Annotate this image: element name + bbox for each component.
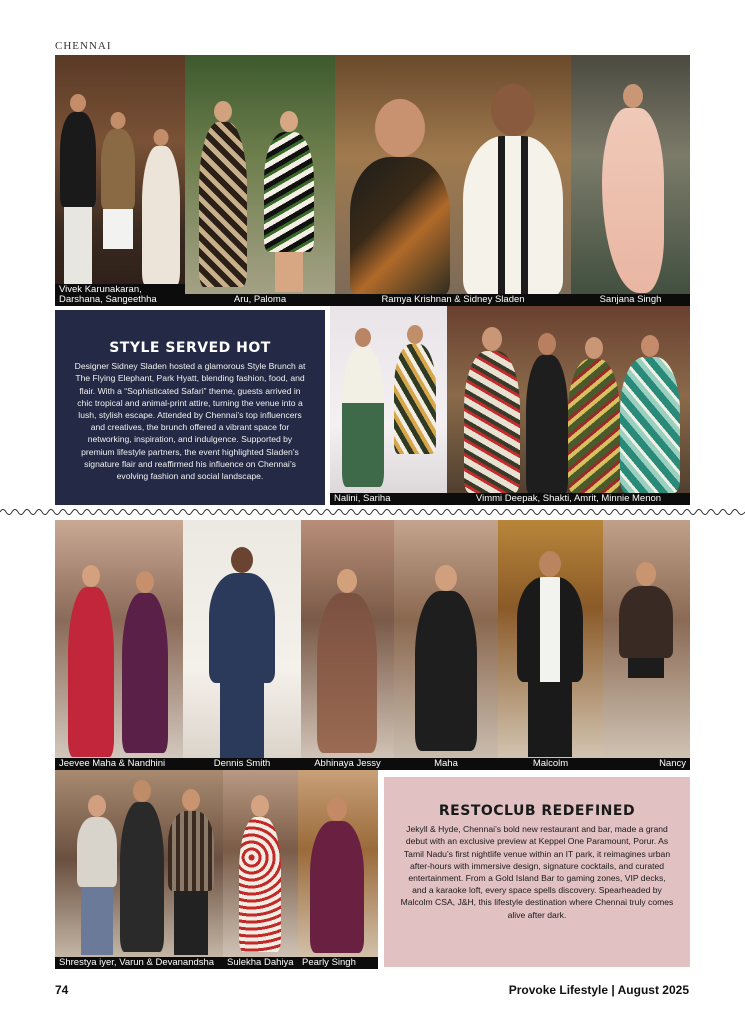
- photo-nancy: [603, 520, 690, 770]
- restoclub-article: [384, 777, 690, 967]
- caption-vivek-darshana-sangeethha: Vivek Karunakaran, Darshana, Sangeethha: [55, 284, 185, 306]
- photo-sulekha-dahiya: [223, 770, 298, 969]
- photo-ramya-sidney: [335, 55, 571, 306]
- photo-abhinaya-jessy: [301, 520, 394, 770]
- caption-dennis-smith: Dennis Smith: [183, 758, 301, 770]
- caption-abhinaya-jessy: Abhinaya Jessy: [301, 758, 394, 770]
- page-number: 74: [55, 983, 69, 997]
- wavy-divider: [0, 506, 745, 518]
- restoclub-body: Jekyll & Hyde, Chennai’s bold new restaurant and bar, made a grand debut with an exclusive preview at Keppel One Paramount, Porur. As Tamil Nadu’s first nightlife venue within an IT park, it reimagines urban after-hours with immersive design, signature cocktails, and curated entertainment. From a Gold Island Bar to gaming zones, VIP decks, and a karaoke loft, every space spells discovery. Spearheaded by Malcolm CSA, J&H, this lifestyle destination where Chennai truly comes alive after dark.: [400, 824, 674, 920]
- style-brunch-title: STYLE SERVED HOT: [109, 340, 271, 356]
- caption-vimmi-shakti-amrit-minnie: Vimmi Deepak, Shakti, Amrit, Minnie Menon: [447, 493, 690, 505]
- photo-jeevee-nandhini: [55, 520, 183, 770]
- restoclub-title: RESTOCLUB REDEFINED: [438, 803, 636, 819]
- photo-dennis-smith: [183, 520, 301, 770]
- photo-malcolm: [498, 520, 603, 770]
- photo-vimmi-shakti-amrit-minnie: [447, 306, 690, 505]
- caption-nalini-sariha: Nalini, Sariha: [330, 493, 447, 505]
- photo-aru-paloma: [185, 55, 335, 306]
- section-tag: CHENNAI: [55, 40, 112, 52]
- publication-line: Provoke Lifestyle | August 2025: [508, 983, 689, 997]
- caption-sanjana-singh: Sanjana Singh: [571, 294, 690, 306]
- caption-maha: Maha: [394, 758, 498, 770]
- style-brunch-article: [55, 310, 325, 505]
- caption-aru-paloma: Aru, Paloma: [185, 294, 335, 306]
- caption-nancy: Nancy: [603, 758, 690, 770]
- photo-pearly-singh: [298, 770, 378, 969]
- photo-nalini-sariha: [330, 306, 447, 505]
- caption-sulekha-dahiya: Sulekha Dahiya: [223, 957, 298, 969]
- caption-pearly-singh: Pearly Singh: [298, 957, 378, 969]
- photo-vivek-darshana-sangeethha: [55, 55, 185, 306]
- caption-jeevee-nandhini: Jeevee Maha & Nandhini: [55, 758, 183, 770]
- photo-sanjana-singh: [571, 55, 690, 306]
- caption-shrestya-varun-devanandsha: Shrestya iyer, Varun & Devanandsha: [55, 957, 223, 969]
- caption-ramya-sidney: Ramya Krishnan & Sidney Sladen: [335, 294, 571, 306]
- style-brunch-body: Designer Sidney Sladen hosted a glamorous Style Brunch at The Flying Elephant, Park Hyatt, blending fashion, food, and flair. With a “Sophisticated Safari” theme, guests arrived in chic tropical and animal-print attire, turning the venue into a lush, stylish escape. Attended by Chennai’s top influencers and creatives, the brunch offered a vibrant space for networking, inspiration, and indulgence. Supported by premium lifestyle partners, the event highlighted Sladen’s signature flair and reaffirmed his influence on Chennai’s evolving fashion and social landscape.: [74, 361, 306, 482]
- photo-maha: [394, 520, 498, 770]
- caption-malcolm: Malcolm: [498, 758, 603, 770]
- photo-shrestya-varun-devanandsha: [55, 770, 223, 969]
